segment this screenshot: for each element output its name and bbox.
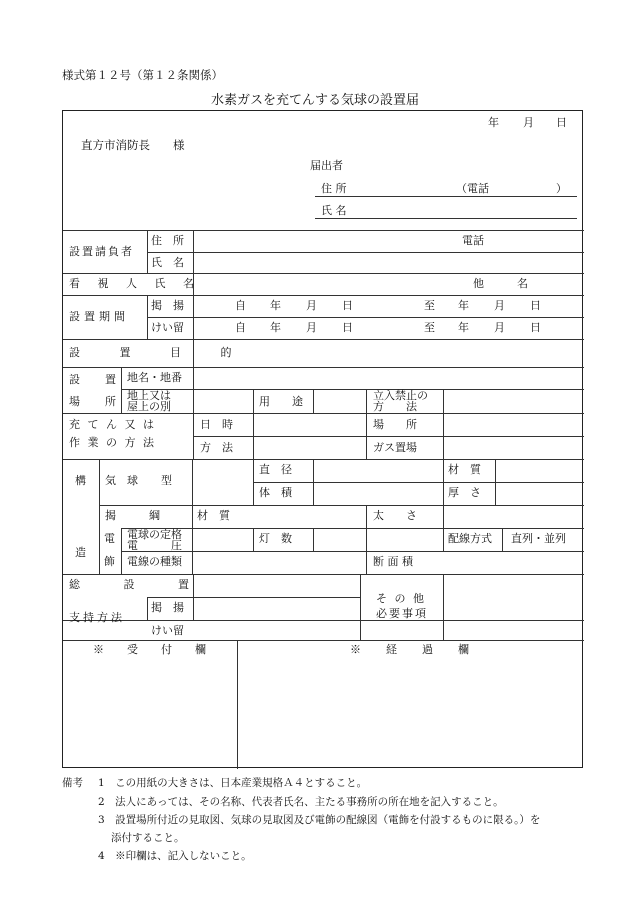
deco-label-1: 電: [104, 532, 115, 545]
period-raise-label: 掲 揚: [151, 299, 184, 312]
method-label: 方 法: [200, 441, 233, 454]
notifier-address-label: 住 所: [321, 182, 347, 195]
phone-close: ）: [556, 182, 567, 195]
ground-label-2: 屋上の別: [127, 400, 171, 413]
fill-place-label: 場 所: [373, 418, 417, 431]
contractor-label: 設置請負者: [69, 245, 134, 258]
place-label-1: 設 置: [69, 373, 117, 386]
others-label: 他 名: [473, 277, 528, 290]
notifier-name-label: 氏 名: [321, 204, 347, 217]
moor-from-month: 月: [306, 321, 317, 334]
section-label: 断 面 積: [373, 555, 413, 568]
restrict-label-2: 方 法: [373, 400, 417, 413]
form-title: 水素ガスを充てんする気球の設置届: [210, 93, 419, 108]
raise-from: 自: [235, 299, 246, 312]
form-number: 様式第１２号（第１２条関係）: [62, 68, 223, 82]
purpose-label: 設 置 目 的: [69, 346, 250, 359]
date-day: 日: [556, 116, 567, 129]
diameter-label: 直 径: [259, 463, 292, 476]
balloon-type-label: 型: [161, 474, 172, 487]
rope-thickness-label: 太 さ: [373, 509, 417, 522]
other-label-1: そ の 他: [376, 592, 426, 605]
raise-to-month: 月: [494, 299, 505, 312]
deco-label-2: 飾: [104, 555, 115, 568]
gas-place-label: ガス置場: [373, 441, 417, 454]
date-year: 年: [488, 116, 499, 129]
rope-material-label: 材 質: [197, 509, 230, 522]
moor-from-day: 日: [342, 321, 353, 334]
moor-to-day: 日: [530, 321, 541, 334]
balloon-label: 気 球: [105, 474, 138, 487]
moor-from: 自: [235, 321, 246, 334]
reception-header: ※ 受 付 欄: [93, 643, 212, 656]
note-1: 1 この用紙の大きさは、日本産業規格Ａ４とすること。: [98, 777, 368, 789]
bulb-label-1: 電球の定格: [127, 528, 182, 541]
note-2: 2 法人にあっては、その名称、代表者氏名、主たる事務所の所在地を記入すること。: [98, 796, 504, 808]
phone-open: （電話: [456, 182, 489, 195]
addressee: 直方市消防長 様: [81, 138, 185, 152]
raise-to-day: 日: [530, 299, 541, 312]
contractor-name-label: 氏 名: [151, 256, 184, 269]
general-label: 総 設 置: [69, 578, 209, 591]
progress-header: ※ 経 過 欄: [350, 643, 476, 656]
raise-from-month: 月: [306, 299, 317, 312]
location-label: 地名・地番: [127, 371, 182, 384]
period-label: 設置期間: [69, 310, 129, 323]
other-label-2: 必要事項: [376, 607, 428, 620]
thickness-label: 厚 さ: [448, 486, 481, 499]
wire-type-label: 電線の種類: [127, 555, 182, 568]
raise-from-day: 日: [342, 299, 353, 312]
support-label: 支持方法: [69, 611, 125, 624]
rope-label: 揭 綱: [105, 509, 160, 522]
wiring-value: 直列・並列: [511, 532, 566, 545]
notes-label: 備考: [62, 777, 83, 789]
moor-to-month: 月: [494, 321, 505, 334]
bulb-label-2: 電 圧: [127, 539, 182, 552]
supervisor-label: 看 視 人 氏 名: [69, 277, 201, 290]
ground-label-1: 地上又は: [127, 389, 171, 402]
moor-to: 至: [424, 321, 435, 334]
form-table: [62, 110, 583, 768]
raise-from-year: 年: [270, 299, 281, 312]
raise-to: 至: [424, 299, 435, 312]
wiring-label: 配線方式: [448, 532, 492, 545]
address-underline: [315, 196, 577, 197]
moor-from-year: 年: [270, 321, 281, 334]
period-moor-label: けい留: [151, 321, 184, 334]
material-label: 材 質: [448, 463, 481, 476]
making-label: 造: [75, 546, 86, 559]
structure-label: 構: [75, 474, 86, 487]
fill-label-2: 作 業 の 方 法: [69, 436, 156, 449]
notifier-label: 届出者: [310, 159, 343, 172]
lamps-label: 灯 数: [259, 532, 292, 545]
date-month: 月: [523, 116, 534, 129]
contractor-address-label: 住 所: [151, 234, 184, 247]
name-underline: [315, 218, 577, 219]
note-3-cont: 添付すること。: [111, 832, 185, 844]
contractor-phone-label: 電話: [462, 234, 484, 247]
note-3: 3 設置場所付近の見取図、気球の見取図及び電飾の配線図（電飾を付設するものに限る。）を: [98, 814, 541, 826]
fill-label-1: 充 て ん 又 は: [69, 418, 156, 431]
volume-label: 体 積: [259, 486, 292, 499]
place-label-2: 場 所: [69, 395, 117, 408]
support-moor-label: けい留: [151, 624, 184, 637]
raise-to-year: 年: [458, 299, 469, 312]
use-label: 用 途: [259, 395, 303, 408]
restrict-label-1: 立入禁止の: [373, 389, 428, 402]
moor-to-year: 年: [458, 321, 469, 334]
note-4: 4 ※印欄は、記入しないこと。: [98, 850, 252, 862]
support-raise-label: 掲 揚: [151, 601, 184, 614]
datetime-label: 日 時: [200, 418, 233, 431]
